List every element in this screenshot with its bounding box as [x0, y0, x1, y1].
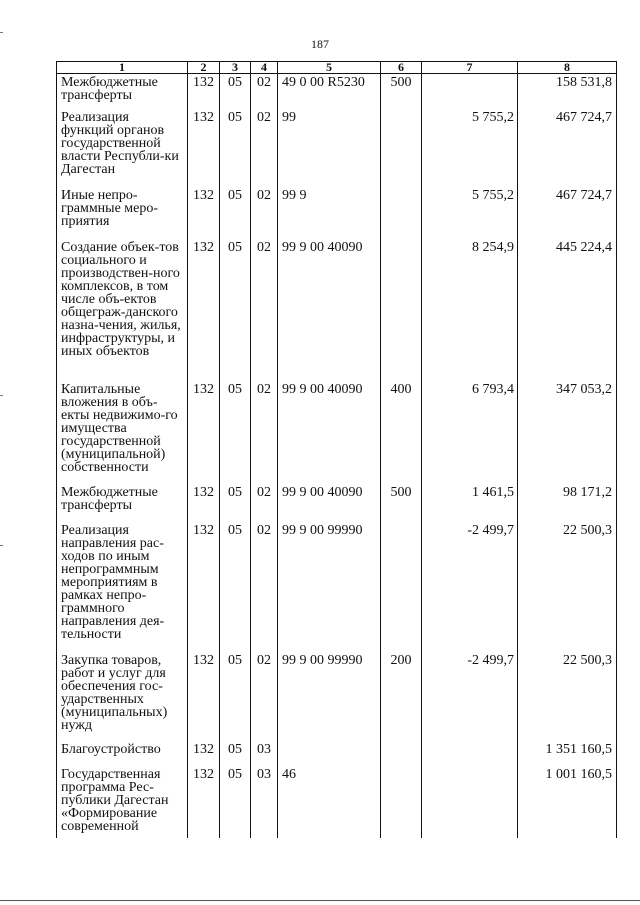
row-col-7: 6 793,4: [422, 381, 518, 484]
row-name: Межбюджетные трансферты: [57, 74, 188, 109]
row-name: Реализация функций органов государственной власти Республи-ки Дагестан: [57, 109, 188, 187]
row-col-2: 132: [188, 741, 220, 766]
row-col-8: 347 053,2: [518, 381, 617, 484]
row-col-4: 02: [251, 74, 278, 109]
row-col-3: 05: [220, 484, 251, 522]
table-row: [57, 74, 617, 109]
row-col-5: 99 9 00 40090: [278, 239, 381, 381]
table-row: [57, 187, 617, 239]
row-col-2: 132: [188, 109, 220, 187]
row-col-5: 99 9 00 40090: [278, 484, 381, 522]
page-bottom-edge: [0, 900, 640, 901]
row-col-6: [381, 766, 422, 838]
row-col-8: 467 724,7: [518, 187, 617, 239]
row-col-8: 445 224,4: [518, 239, 617, 381]
table-row: [57, 239, 617, 381]
column-header-6: 6: [381, 62, 422, 74]
row-name: Закупка товаров, работ и услуг для обеспечения гос-ударственных (муниципальных) нужд: [57, 652, 188, 741]
row-col-4: 03: [251, 766, 278, 838]
row-col-2: 132: [188, 522, 220, 652]
row-col-5: 99 9 00 40090: [278, 381, 381, 484]
row-col-8: 467 724,7: [518, 109, 617, 187]
row-col-4: 02: [251, 187, 278, 239]
row-col-6: 500: [381, 484, 422, 522]
row-col-7: [422, 766, 518, 838]
column-header-7: 7: [422, 62, 518, 74]
row-col-7: -2 499,7: [422, 652, 518, 741]
table-row: [57, 766, 617, 838]
scan-margin-mark: [0, 395, 3, 396]
row-col-5: 49 0 00 R5230: [278, 74, 381, 109]
row-col-6: 500: [381, 74, 422, 109]
row-col-5: [278, 741, 381, 766]
row-col-6: [381, 187, 422, 239]
table-row: [57, 484, 617, 522]
row-col-3: 05: [220, 741, 251, 766]
table-header-row: [57, 62, 617, 74]
row-col-5: 99 9 00 99990: [278, 652, 381, 741]
row-col-2: 132: [188, 766, 220, 838]
table-row: [57, 652, 617, 741]
row-name: Иные непро-граммные меро-приятия: [57, 187, 188, 239]
row-col-6: [381, 109, 422, 187]
row-col-2: 132: [188, 74, 220, 109]
row-col-4: 02: [251, 484, 278, 522]
row-col-3: 05: [220, 766, 251, 838]
row-col-8: 1 001 160,5: [518, 766, 617, 838]
row-col-5: 99: [278, 109, 381, 187]
table-row: [57, 109, 617, 187]
row-col-4: 02: [251, 652, 278, 741]
column-header-2: 2: [188, 62, 220, 74]
table-row: [57, 381, 617, 484]
row-col-2: 132: [188, 484, 220, 522]
row-col-4: 02: [251, 522, 278, 652]
row-col-4: 02: [251, 239, 278, 381]
row-col-7: [422, 74, 518, 109]
row-name: Создание объек-тов социального и производствен-ного комплексов, в том числе объ-ектов общеграж-данского назна-чения, жилья, инфраструктуры, и иных объектов: [57, 239, 188, 381]
row-col-8: 158 531,8: [518, 74, 617, 109]
row-col-5: 46: [278, 766, 381, 838]
row-col-6: 200: [381, 652, 422, 741]
row-col-3: 05: [220, 522, 251, 652]
row-col-8: 98 171,2: [518, 484, 617, 522]
row-col-8: 1 351 160,5: [518, 741, 617, 766]
row-col-3: 05: [220, 187, 251, 239]
row-name: Капитальные вложения в объ-екты недвижимо-го имущества государственной (муниципальной) собственности: [57, 381, 188, 484]
page-number: 187: [311, 37, 329, 51]
row-col-2: 132: [188, 187, 220, 239]
row-col-6: [381, 741, 422, 766]
column-header-5: 5: [278, 62, 381, 74]
column-header-3: 3: [220, 62, 251, 74]
row-col-3: 05: [220, 74, 251, 109]
row-col-3: 05: [220, 652, 251, 741]
row-col-8: 22 500,3: [518, 522, 617, 652]
row-col-6: [381, 522, 422, 652]
table-row: [57, 522, 617, 652]
row-col-8: 22 500,3: [518, 652, 617, 741]
row-col-7: [422, 741, 518, 766]
column-header-1: 1: [57, 62, 188, 74]
row-col-7: 1 461,5: [422, 484, 518, 522]
row-col-3: 05: [220, 381, 251, 484]
row-col-5: 99 9 00 99990: [278, 522, 381, 652]
row-col-2: 132: [188, 652, 220, 741]
row-col-7: 5 755,2: [422, 187, 518, 239]
table-row: [57, 741, 617, 766]
row-col-6: 400: [381, 381, 422, 484]
row-col-3: 05: [220, 239, 251, 381]
row-col-7: -2 499,7: [422, 522, 518, 652]
row-col-4: 02: [251, 381, 278, 484]
row-col-2: 132: [188, 381, 220, 484]
row-name: Реализация направления рас-ходов по иным непрограммным мероприятиям в рамках непро-граммного направления дея-тельности: [57, 522, 188, 652]
row-col-4: 03: [251, 741, 278, 766]
row-col-3: 05: [220, 109, 251, 187]
row-col-4: 02: [251, 109, 278, 187]
scan-margin-mark: [0, 545, 3, 546]
row-col-5: 99 9: [278, 187, 381, 239]
row-col-6: [381, 239, 422, 381]
column-header-8: 8: [518, 62, 617, 74]
row-name: Государственная программа Рес-публики Дагестан «Формирование современной: [57, 766, 188, 838]
row-name: Благоустройство: [57, 741, 188, 766]
row-col-7: 8 254,9: [422, 239, 518, 381]
row-col-7: 5 755,2: [422, 109, 518, 187]
column-header-4: 4: [251, 62, 278, 74]
row-col-2: 132: [188, 239, 220, 381]
row-name: Межбюджетные трансферты: [57, 484, 188, 522]
budget-table: [56, 61, 617, 838]
scan-margin-mark: [0, 32, 3, 33]
